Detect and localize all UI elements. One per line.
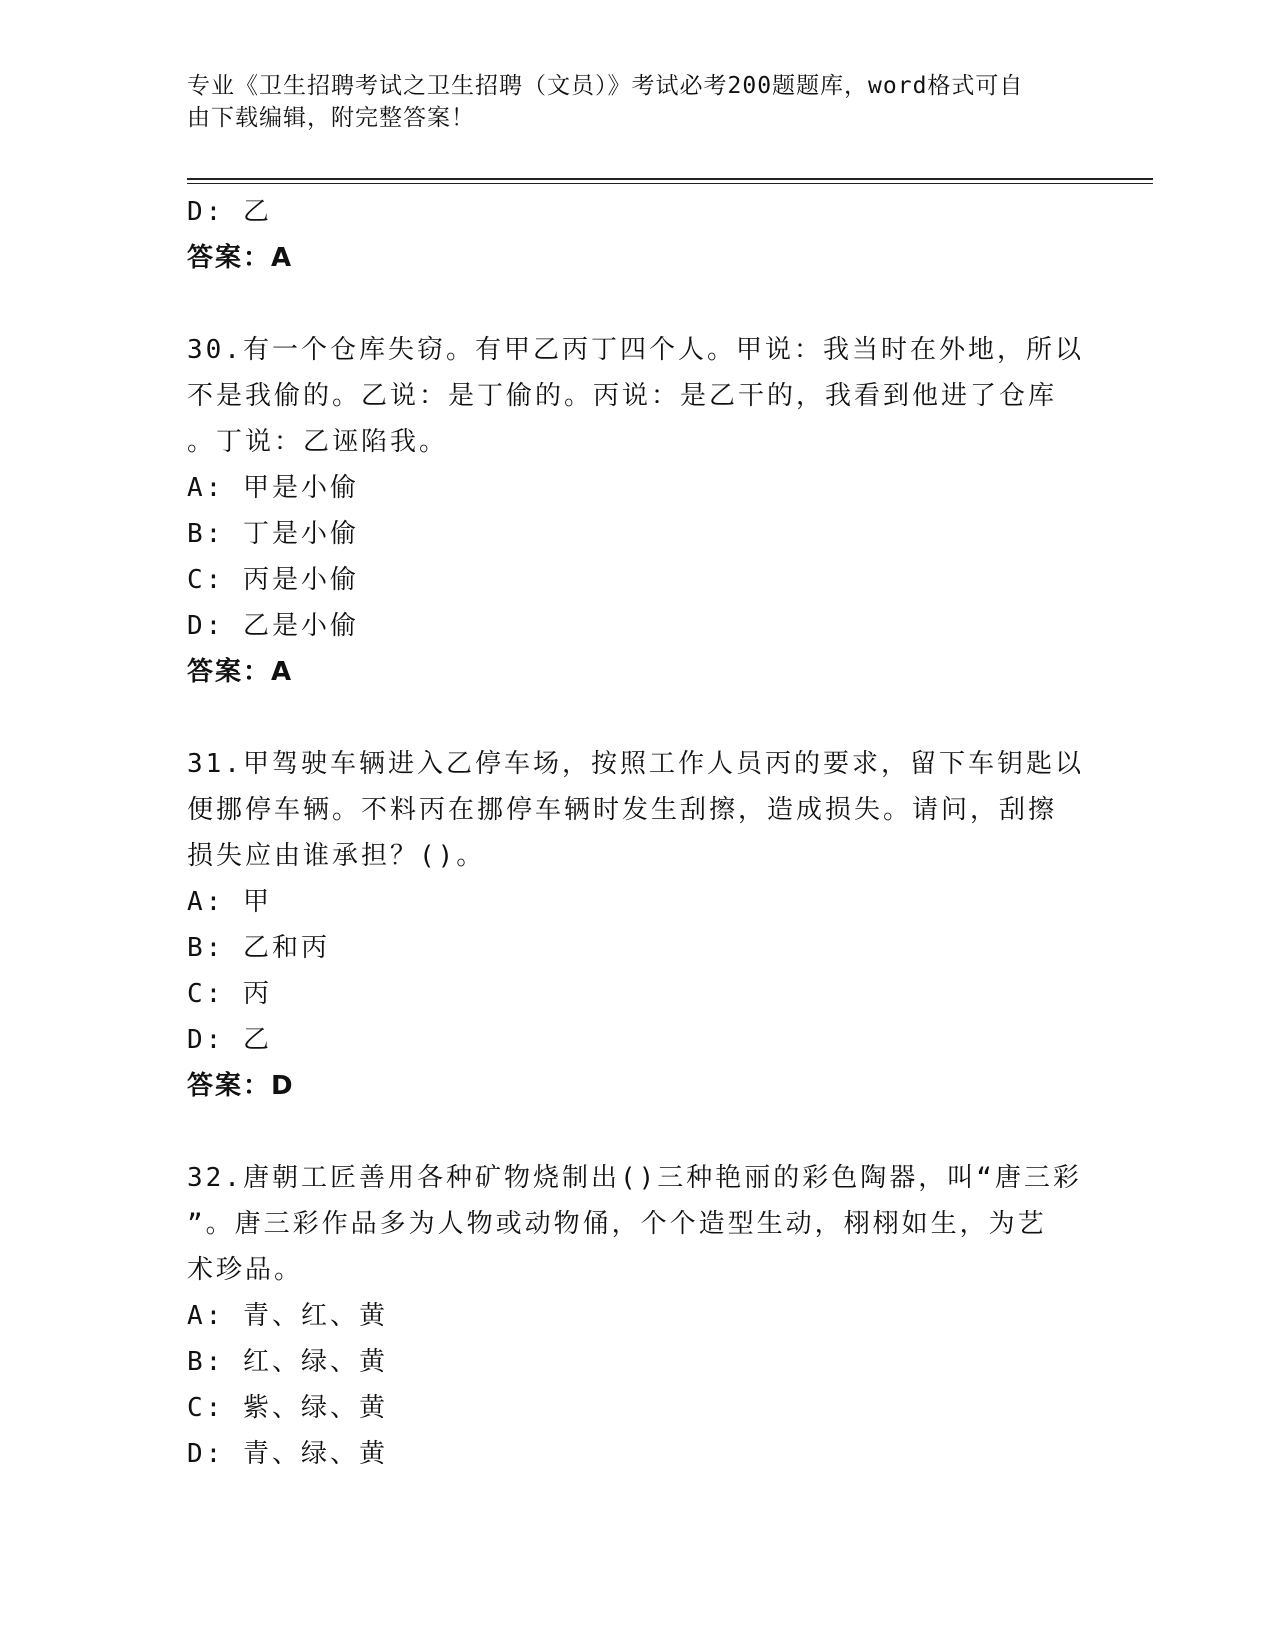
option-c: C: 紫、绿、黄 (187, 1393, 388, 1423)
header-rule-thin (187, 183, 1153, 184)
question-text-line: 损失应由谁承担？()。 (187, 841, 486, 871)
answer: 答案：A (187, 657, 294, 687)
option-d: D: 乙 (187, 1025, 272, 1055)
spacer (187, 695, 1087, 741)
option-a: A: 青、红、黄 (187, 1301, 388, 1331)
question-block (187, 189, 1087, 281)
option-d: D: 乙是小偷 (187, 611, 359, 641)
spacer (187, 1109, 1087, 1155)
question-text-line: 不是我偷的。乙说：是丁偷的。丙说：是乙干的，我看到他进了仓库 (187, 381, 1058, 411)
option-d: D: 乙 (187, 197, 272, 227)
option-a: A: 甲 (187, 887, 272, 917)
question-32 (187, 1155, 1087, 1477)
answer: 答案：A (187, 243, 294, 273)
question-text-line: 30.有一个仓库失窃。有甲乙丙丁四个人。甲说：我当时在外地，所以 (187, 335, 1084, 365)
header-line-2: 由下载编辑，附完整答案！ (187, 105, 475, 131)
question-30 (187, 327, 1087, 695)
question-31 (187, 741, 1087, 1109)
question-list (187, 189, 1087, 1477)
question-text-line: 术珍品。 (187, 1255, 304, 1285)
header-line-1: 专业《卫生招聘考试之卫生招聘（文员）》考试必考200题题库，word格式可自 (187, 73, 1024, 99)
question-text-line: 便挪停车辆。不料丙在挪停车辆时发生刮擦，造成损失。请问，刮擦 (187, 795, 1058, 825)
answer: 答案：D (187, 1071, 295, 1101)
question-text-line: ”。唐三彩作品多为人物或动物俑，个个造型生动，栩栩如生，为艺 (187, 1209, 1047, 1239)
question-text-line: 32.唐朝工匠善用各种矿物烧制出()三种艳丽的彩色陶器，叫“唐三彩 (187, 1163, 1082, 1193)
option-c: C: 丙 (187, 979, 272, 1009)
option-b: B: 红、绿、黄 (187, 1347, 388, 1377)
option-c: C: 丙是小偷 (187, 565, 359, 595)
option-b: B: 丁是小偷 (187, 519, 359, 549)
page-header (187, 70, 1067, 134)
spacer (187, 281, 1087, 327)
question-text-line: 。丁说：乙诬陷我。 (187, 427, 449, 457)
option-d: D: 青、绿、黄 (187, 1439, 388, 1469)
question-text-line: 31.甲驾驶车辆进入乙停车场，按照工作人员丙的要求，留下车钥匙以 (187, 749, 1084, 779)
option-b: B: 乙和丙 (187, 933, 330, 963)
header-rule (187, 178, 1153, 180)
option-a: A: 甲是小偷 (187, 473, 359, 503)
